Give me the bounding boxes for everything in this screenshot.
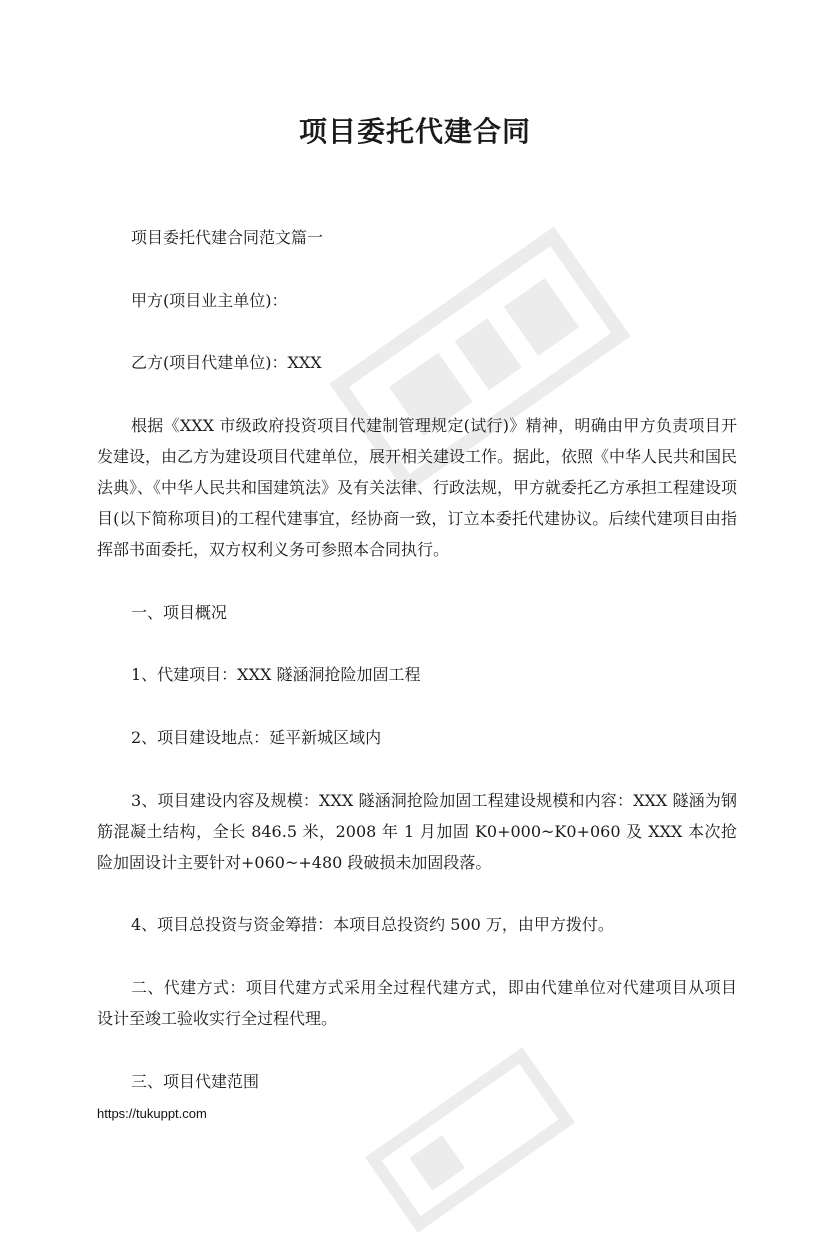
clause-1-2: 2、项目建设地点：延平新城区域内	[131, 728, 382, 747]
section-3-heading: 三、项目代建范围	[131, 1072, 260, 1091]
party-a-line: 甲方(项目业主单位)：	[131, 291, 288, 310]
preamble-paragraph: 根据《XXX 市级政府投资项目代建制管理规定(试行)》精神，明确由甲方负责项目开发建设，由乙方为建设项目代建单位，展开相关建设工作。据此，依照《中华人民共和国民法典》、《中华人民共和国建筑法》及有关法律、行政法规，甲方就委托乙方承担工程建设项目(以下简称项目)的工程代建事宜，经协商一致，订立本委托代建协议。后续代建项目由指挥部书面委托，双方权利义务可参照本合同执行。	[97, 416, 738, 559]
section-2-paragraph: 二、代建方式：项目代建方式采用全过程代建方式，即由代建单位对代建项目从项目设计至竣工验收实行全过程代理。	[97, 978, 737, 1028]
party-b-line: 乙方(项目代建单位)：XXX	[131, 353, 322, 372]
document-title: 项目委托代建合同	[298, 115, 531, 148]
clause-1-1: 1、代建项目：XXX 隧涵洞抢险加固工程	[131, 665, 421, 684]
section-1-heading: 一、项目概况	[131, 603, 228, 622]
clause-1-3: 3、项目建设内容及规模：XXX 隧涵洞抢险加固工程建设规模和内容：XXX 隧涵为钢筋混凝土结构，全长 846.5 米，2008 年 1 月加固 K0+000~K0+060 及 XXX 本次抢险加固设计主要针对+060~+480 段破损未加固段落。	[97, 791, 737, 872]
subtitle-paragraph: 项目委托代建合同范文篇一	[131, 228, 324, 247]
footer-url: https://tukuppt.com	[97, 1106, 207, 1121]
clause-1-4: 4、项目总投资与资金筹措：本项目总投资约 500 万，由甲方拨付。	[131, 915, 614, 934]
